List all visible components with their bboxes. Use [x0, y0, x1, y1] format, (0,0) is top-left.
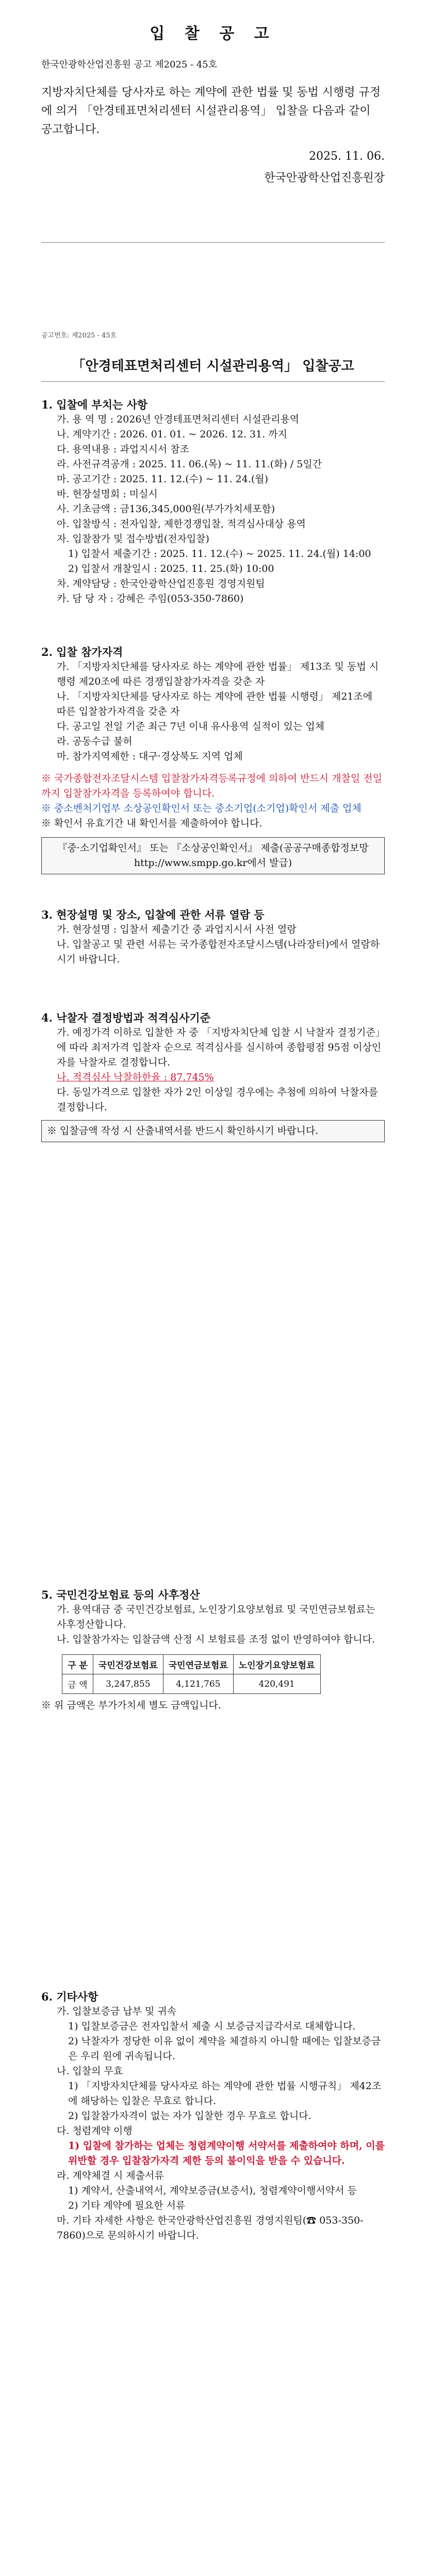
section-2 — [41, 644, 385, 874]
table-cell: 420,491 — [233, 1674, 320, 1694]
main-notice-no-text: 공고번호: 제2025 - 45호 — [41, 332, 117, 340]
s2-item: 다. 공고일 전일 기준 최근 7년 이내 유사용역 실적이 있는 업체 — [57, 721, 325, 732]
s1-item: 라. 사전규격공개 : 2025. 11. 06.(목) ~ 11. 11.(화) / 5일간 — [57, 459, 322, 470]
cover-date-text: 2025. 11. 06. — [309, 150, 385, 163]
cover-date — [41, 147, 385, 166]
cover-issuer-text: 한국안광학산업진흥원장 — [264, 172, 385, 184]
section-1-heading: 1. 입찰에 부치는 사항 — [41, 398, 148, 411]
section-6-heading: 6. 기타사항 — [41, 1990, 99, 2003]
section-1 — [41, 397, 385, 606]
s2-item: 마. 참가지역제한 : 대구·경상북도 지역 업체 — [57, 751, 243, 762]
s3-item: 가. 현장설명 : 입찰서 제출기간 중 과업지시서 사전 열람 — [57, 924, 297, 935]
cover-title-text: 입 찰 공 고 — [150, 25, 276, 43]
s1-item: 아. 입찰방식 : 전자입찰, 제한경쟁입찰, 적격심사대상 용역 — [57, 518, 306, 530]
section-4 — [41, 1010, 385, 1142]
s2-item: 가. 「지방자치단체를 당사자로 하는 계약에 관한 법률」 제13조 및 동법 시행령 제20조에 따른 경쟁입찰참가자격을 갖춘 자 — [57, 661, 379, 687]
s1-item: 마. 공고기간 : 2025. 11. 12.(수) ~ 11. 24.(월) — [57, 473, 269, 485]
s4-item: 가. 예정가격 이하로 입찰한 자 중 「지방자치단체 입찰 시 낙찰자 결정기준」에 따라 최저가격 입찰자 순으로 적격심사를 실시하여 종합평점 95점 이상인 자를 낙찰자로 결정합니다. — [57, 1027, 382, 1068]
main-title-text: 「안경테표면처리센터 시설관리용역」 입찰공고 — [72, 359, 354, 374]
s1-item: 차. 계약담당 : 한국안광학산업진흥원 경영지원팀 — [57, 578, 265, 589]
s6-item: 나. 입찰의 무효 — [57, 2065, 123, 2077]
s6-item: 2) 낙찰자가 정당한 이유 없이 계약을 체결하지 아니할 때에는 입찰보증금은 우리 원에 귀속됩니다. — [68, 2036, 381, 2062]
s1-item: 가. 용 역 명 : 2026년 안경테표면처리센터 시설관리용역 — [57, 414, 300, 425]
table-header: 국민건강보험료 — [93, 1655, 163, 1674]
s1-item: 다. 용역내용 : 과업지시서 참조 — [57, 444, 189, 455]
s5-item: 나. 입찰참가자는 입찰금액 산정 시 보험료를 조정 없이 반영하여야 합니다. — [57, 1634, 375, 1645]
table-row — [62, 1674, 321, 1694]
s1-item: 2) 입찰서 개찰일시 : 2025. 11. 25.(화) 10:00 — [68, 563, 274, 574]
s4-item: 나. 적격심사 낙찰하한율 : 87.745% — [57, 1072, 214, 1083]
s4-item: 다. 동일가격으로 입찰한 자가 2인 이상일 경우에는 추첨에 의하여 낙찰자를 결정합니다. — [57, 1087, 379, 1113]
main-title — [0, 355, 426, 375]
cover-body-text: 지방자치단체를 당사자로 하는 계약에 관한 법률 및 동법 시행령 규정에 의거 「안경테표면처리센터 시설관리용역」 입찰을 다음과 같이 공고합니다. — [41, 86, 381, 136]
table-header: 구 분 — [62, 1655, 93, 1674]
cover-issuer — [41, 169, 385, 188]
table-cell: 4,121,765 — [163, 1674, 233, 1694]
s2-item: 라. 공동수급 불허 — [57, 736, 133, 747]
s6-item: 가. 입찰보증금 납부 및 귀속 — [57, 2006, 177, 2017]
confirm-box: 『중·소기업확인서』 또는 『소상공인확인서』 제출(공공구매종합정보망 http://www.smpp.go.kr에서 발급) — [41, 837, 385, 874]
s6-item: 2) 기타 계약에 필요한 서류 — [68, 2200, 186, 2211]
s1-item: 나. 계약기간 : 2026. 01. 01. ~ 2026. 12. 31. 까지 — [57, 429, 287, 440]
section-5 — [41, 1587, 385, 1713]
table-header-row — [62, 1655, 321, 1674]
s6-item: 1) 입찰에 참가하는 업체는 청렴계약이행 서약서를 제출하여야 하며, 이를 위반할 경우 입찰참가자격 제한 등의 불이익을 받을 수 있습니다. — [68, 2140, 385, 2166]
section-4-heading: 4. 낙찰자 결정방법과 적격심사기준 — [41, 1011, 210, 1024]
s5-note: ※ 위 금액은 부가가치세 별도 금액입니다. — [41, 1700, 221, 1711]
s6-item: 1) 「지방자치단체를 당사자로 하는 계약에 관한 법률 시행규칙」 제42조에 해당하는 입찰은 무효로 합니다. — [68, 2080, 382, 2107]
s1-item: 카. 담 당 자 : 강혜은 주임(053-350-7860) — [57, 593, 244, 604]
s2-note: ※ 중소벤처기업부 소상공인확인서 또는 중소기업(소기업)확인서 제출 업체 — [41, 803, 362, 814]
s2-note: ※ 확인서 유효기간 내 확인서를 제출하여야 합니다. — [41, 818, 263, 829]
section-divider — [41, 242, 385, 243]
section-5-heading: 5. 국민건강보험료 등의 사후정산 — [41, 1588, 200, 1601]
section-3 — [41, 907, 385, 967]
s4-note: ※ 입찰금액 작성 시 산출내역서를 반드시 확인하시기 바랍니다. — [41, 1120, 385, 1142]
s6-item: 2) 입찰참가자격이 없는 자가 입찰한 경우 무효로 합니다. — [68, 2110, 312, 2122]
table-cell: 금 액 — [62, 1674, 93, 1694]
section-3-heading: 3. 현장설명 및 장소, 입찰에 관한 서류 열람 등 — [41, 908, 265, 921]
s3-item: 나. 입찰공고 및 관련 서류는 국가종합전자조달시스템(나라장터)에서 열람하시기 바랍니다. — [57, 939, 380, 965]
main-notice-no — [41, 330, 385, 340]
cover-title — [0, 21, 426, 43]
cover-notice-no — [41, 56, 385, 74]
s6-item: 1) 계약서, 산출내역서, 계약보증금(보증서), 청렴계약이행서약서 등 — [68, 2185, 357, 2196]
section-2-heading: 2. 입찰 참가자격 — [41, 646, 123, 658]
s6-item: 다. 청렴계약 이행 — [57, 2125, 133, 2137]
table-header: 국민연금보험료 — [163, 1655, 233, 1674]
s6-item: 라. 계약체결 시 제출서류 — [57, 2170, 164, 2181]
s1-item: 사. 기초금액 : 금136,345,000원(부가가치세포함) — [57, 503, 275, 515]
title-underline — [41, 381, 385, 382]
s1-item: 1) 입찰서 제출기간 : 2025. 11. 12.(수) ~ 2025. 11. 24.(월) 14:00 — [68, 548, 371, 560]
s1-item: 바. 현장설명회 : 미실시 — [57, 488, 158, 500]
s2-note: ※ 국가종합전자조달시스템 입찰참가자격등록규정에 의하여 반드시 개찰일 전일까지 입찰참가자격을 등록하여야 합니다. — [41, 773, 382, 799]
s2-item: 나. 「지방자치단체를 당사자로 하는 계약에 관한 법률 시행령」 제21조에 따른 입찰참가자격을 갖춘 자 — [57, 691, 373, 717]
section-6 — [41, 1989, 385, 2243]
cover-notice-no-text: 한국안광학산업진흥원 공고 제2025 - 45호 — [41, 59, 218, 70]
s1-item: 자. 입찰참가 및 접수방법(전자입찰) — [57, 533, 209, 545]
table-cell: 3,247,855 — [93, 1674, 163, 1694]
s6-item: 1) 입찰보증금은 전자입찰서 제출 시 보증금지급각서로 대체합니다. — [68, 2021, 356, 2032]
table-header: 노인장기요양보험료 — [233, 1655, 320, 1674]
insurance-table — [62, 1654, 321, 1694]
cover-body — [41, 83, 385, 139]
s5-item: 가. 용역대금 중 국민건강보험료, 노인장기요양보험료 및 국민연금보험료는 사후정산합니다. — [57, 1604, 375, 1630]
s6-item: 마. 기타 자세한 사항은 한국안광학산업진흥원 경영지원팀(☎ 053-350-7860)으로 문의하시기 바랍니다. — [57, 2215, 364, 2241]
